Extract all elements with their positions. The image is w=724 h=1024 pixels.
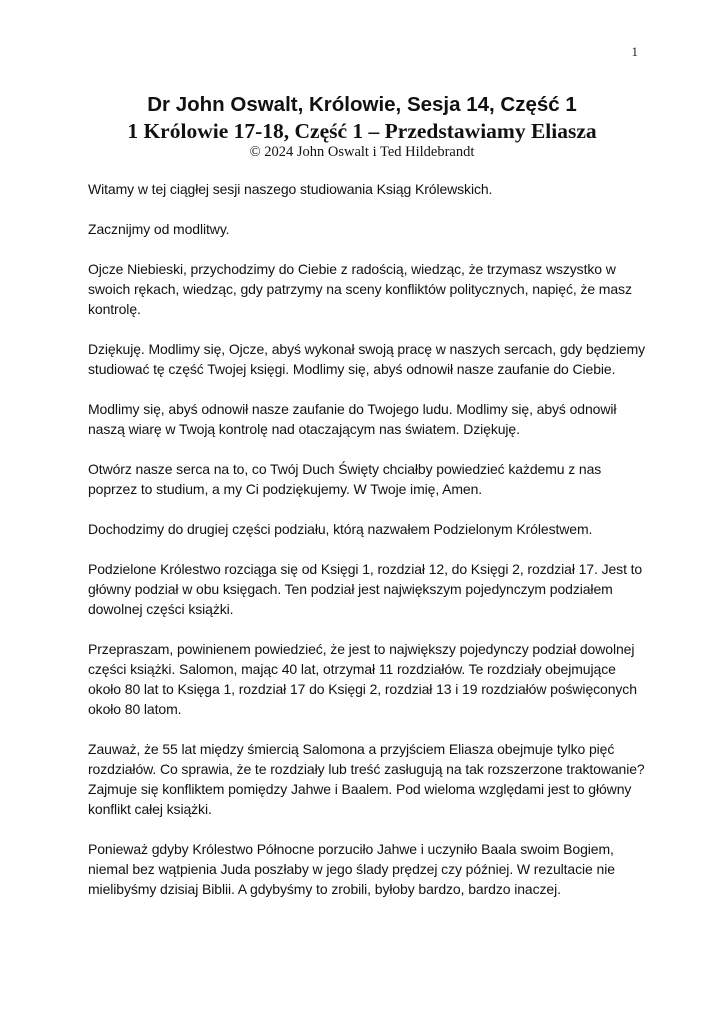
paragraph: Zacznijmy od modlitwy. [88,221,230,237]
paragraph: Otwórz nasze serca na to, co Twój Duch Święty chciałby powiedzieć każdemu z nas poprzez to studium, a my Ci podziękujemy. W Twoje imię, Amen. [88,461,602,497]
copyright-notice: © 2024 John Oswalt i Ted Hildebrandt [249,144,475,160]
paragraph: Zauważ, że 55 lat między śmiercią Salomona a przyjściem Eliasza obejmuje tylko pięć rozdziałów. Co sprawia, że te rozdziały lub treść zasługują na tak rozszerzone traktowanie? Zajmuje się konfliktem pomiędzy Jahwe i Baalem. Pod wieloma względami jest to główny konflikt całej książki. [88,741,645,817]
paragraph: Przepraszam, powinienem powiedzieć, że jest to największy pojedynczy podział dowolnej części książki. Salomon, mając 40 lat, otrzymał 11 rozdziałów. Te rozdziały obejmujące około 80 lat to Księga 1, rozdział 17 do Księgi 2, rozdział 13 i 19 rozdziałów poświęconych około 80 latom. [88,641,637,717]
document-header [60,92,664,161]
paragraph: Dziękuję. Modlimy się, Ojcze, abyś wykonał swoją pracę w naszych sercach, gdy będziemy studiować tę część Twojej księgi. Modlimy się, abyś odnowił nasze zaufanie do Ciebie. [88,341,646,377]
document-subtitle: 1 Królowie 17-18, Część 1 – Przedstawiamy Eliasza [127,119,597,143]
document-title: Dr John Oswalt, Królowie, Sesja 14, Część 1 [147,93,577,116]
paragraph: Ojcze Niebieski, przychodzimy do Ciebie z radością, wiedząc, że trzymasz wszystko w swoich rękach, wiedząc, gdy patrzymy na sceny konfliktów politycznych, napięć, że masz kontrolę. [88,261,632,317]
paragraph: Ponieważ gdyby Królestwo Północne porzuciło Jahwe i uczyniło Baala swoim Bogiem, niemal bez wątpienia Juda poszłaby w jego ślady prędzej czy później. W rezultacie nie mielibyśmy dzisiaj Biblii. A gdybyśmy to zrobili, byłoby bardzo, bardzo inaczej. [88,841,615,897]
paragraph: Dochodzimy do drugiej części podziału, którą nazwałem Podzielonym Królestwem. [88,521,593,537]
paragraph: Podzielone Królestwo rozciąga się od Księgi 1, rozdział 12, do Księgi 2, rozdział 17. Jest to główny podział w obu księgach. Ten podział jest największym pojedynczym podziałem dowolnej części książki. [88,561,643,617]
paragraph: Modlimy się, abyś odnowił nasze zaufanie do Twojego ludu. Modlimy się, abyś odnowił naszą wiarę w Twoją kontrolę nad otaczającym nas światem. Dziękuję. [88,401,617,437]
page-number: 1 [631,44,638,59]
document-body [88,179,648,919]
paragraph: Witamy w tej ciągłej sesji naszego studiowania Ksiąg Królewskich. [88,181,493,197]
